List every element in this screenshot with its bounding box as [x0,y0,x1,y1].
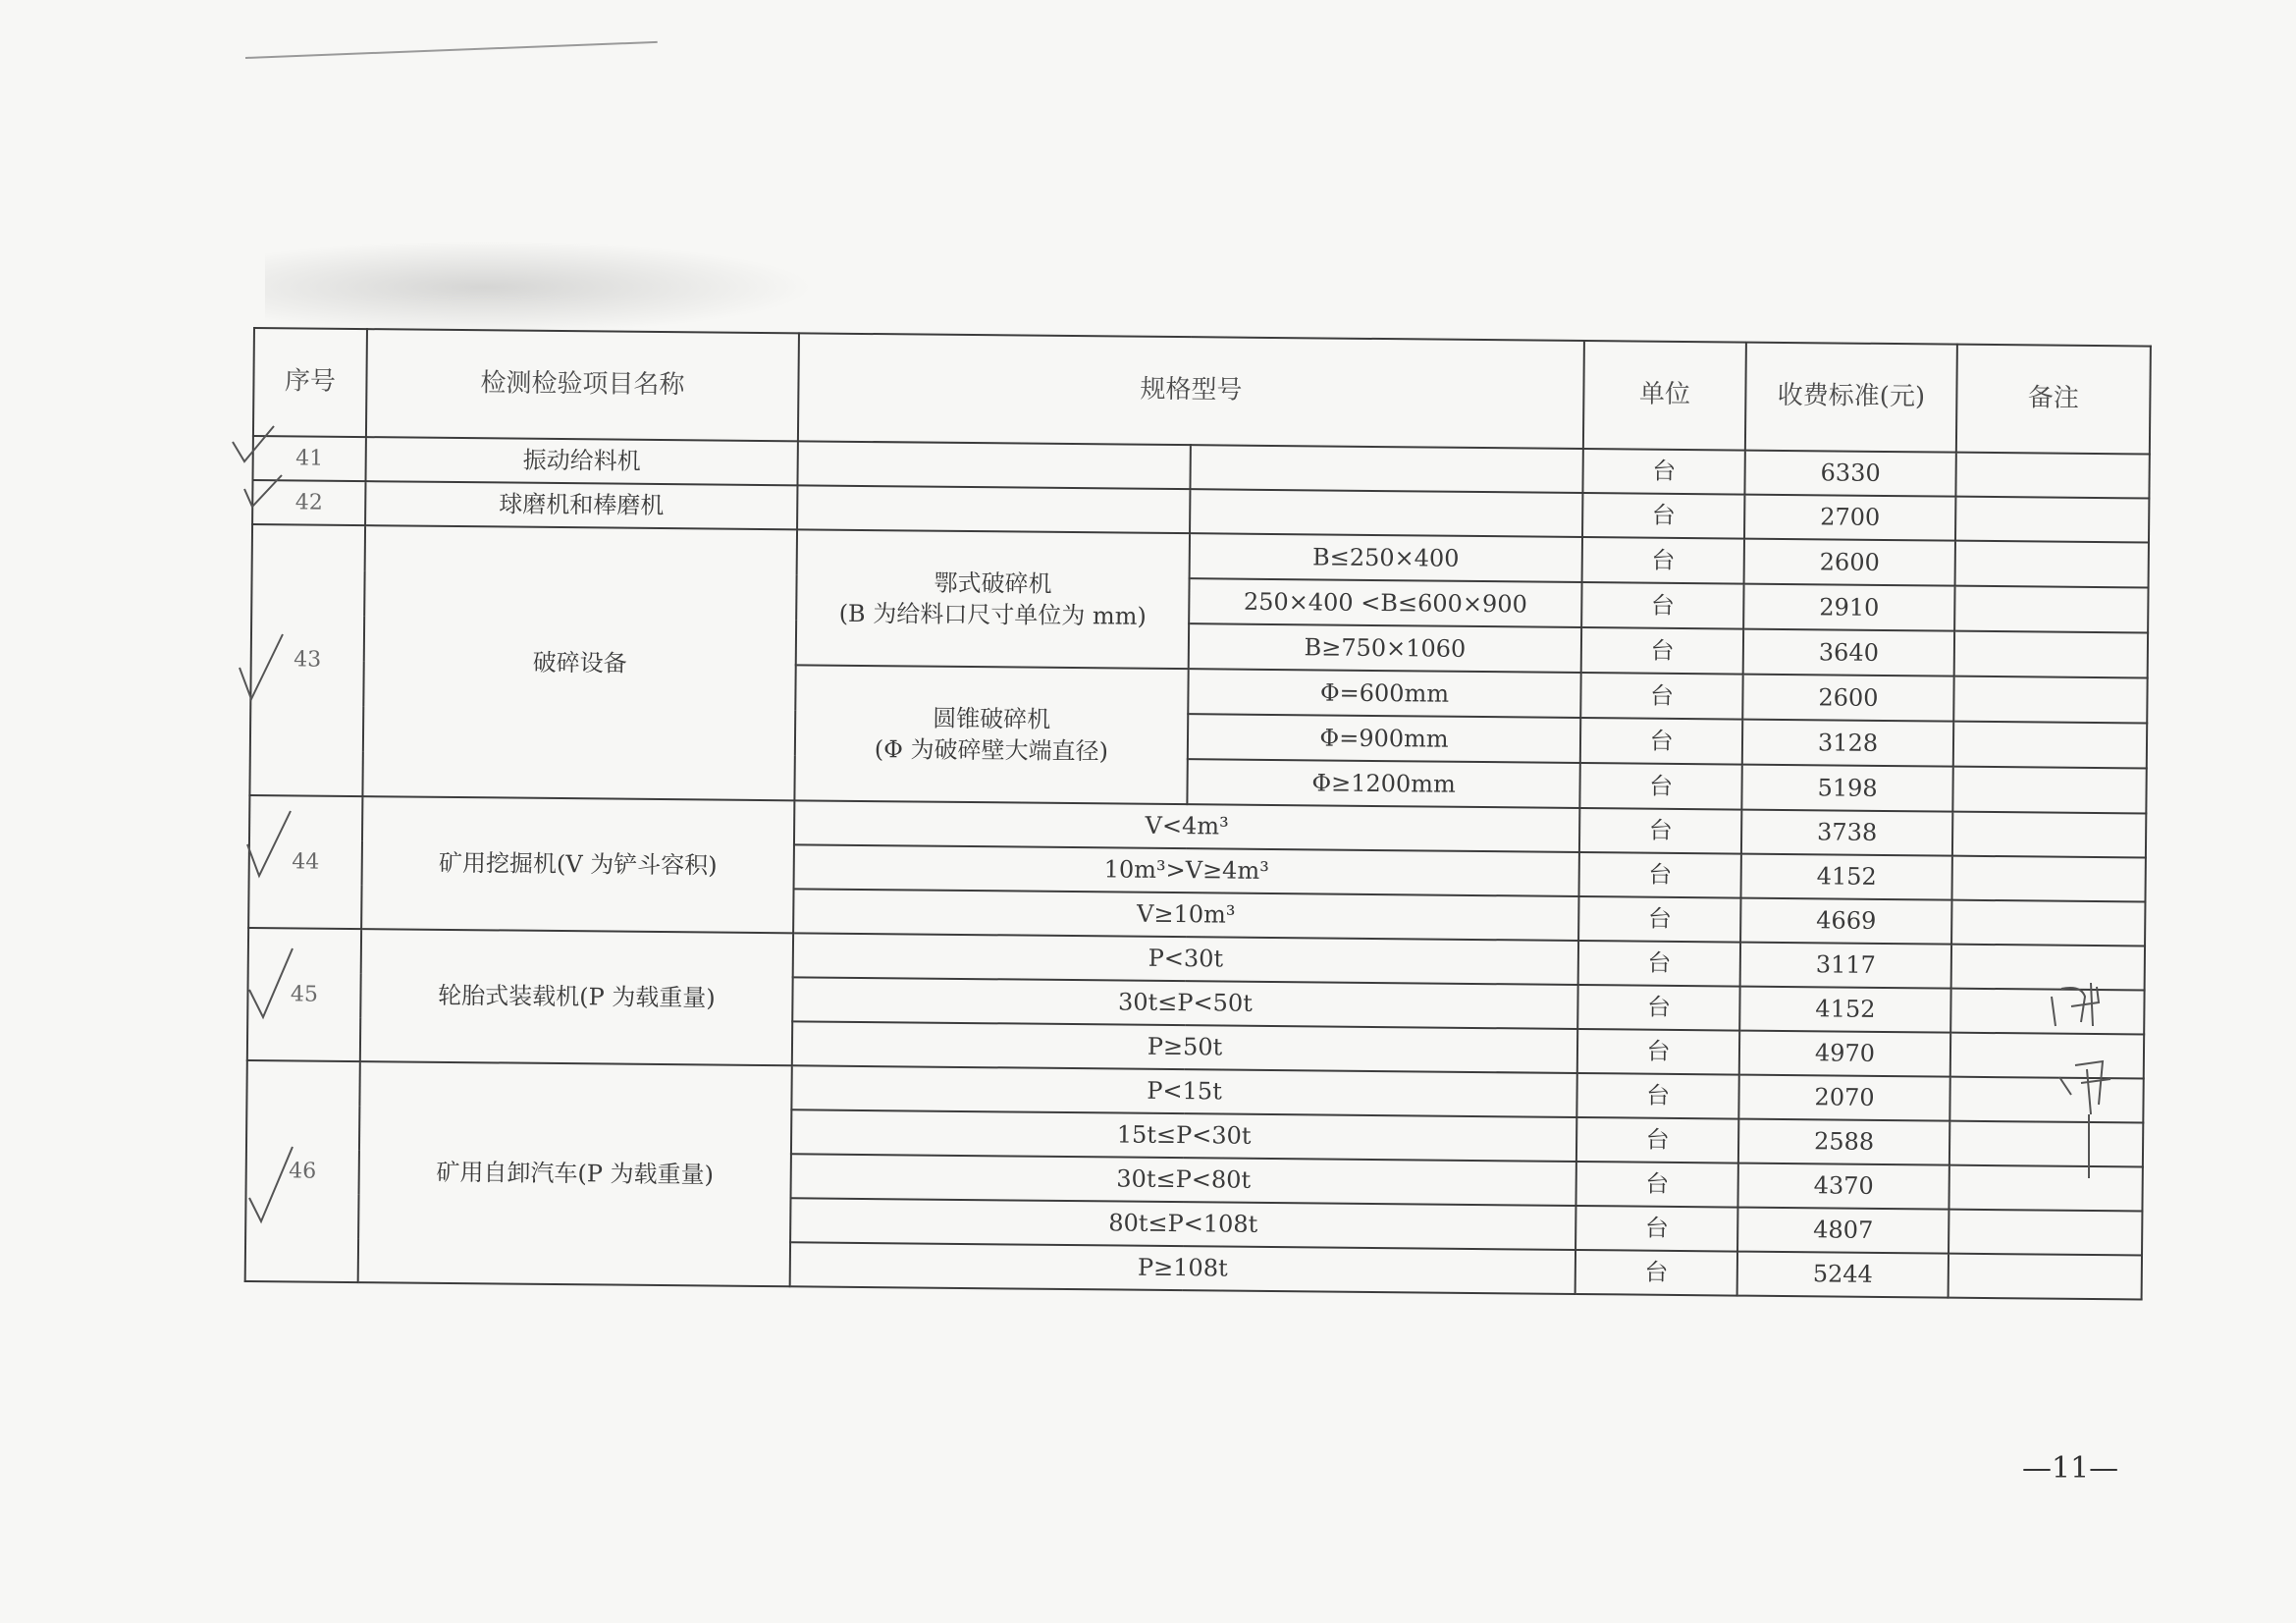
row-fee: 2588 [1738,1119,1949,1165]
row-spec: B≤250×400 [1190,533,1582,582]
row-fee: 4807 [1737,1208,1949,1254]
row-unit: 台 [1578,941,1740,987]
row-unit: 台 [1577,1029,1739,1075]
row-seq: 46 [245,1060,360,1282]
row-spec-empty [1190,445,1582,493]
row-unit: 台 [1581,627,1743,675]
row-fee: 2600 [1744,539,1955,586]
row-unit: 台 [1580,718,1742,765]
row-unit: 台 [1576,1073,1738,1119]
row-item-name: 破碎设备 [362,525,797,800]
row-unit: 台 [1582,537,1744,584]
row-unit: 台 [1579,852,1741,898]
row-unit: 台 [1581,582,1743,629]
row-spec: 80t≤P<108t [790,1198,1575,1250]
row-seq: 45 [247,928,361,1061]
header-name: 检测检验项目名称 [366,329,799,441]
row-remark [1954,631,2148,678]
jaw-crusher-note: (B 为给料口尺寸单位为 mm) [838,599,1147,630]
header-seq: 序号 [253,328,367,437]
page-number: —11— [2022,1451,2119,1486]
row-item-name: 轮胎式装载机(P 为载重量) [360,929,793,1065]
header-spec: 规格型号 [798,333,1584,449]
jaw-crusher-group [796,529,1190,669]
row-unit: 台 [1578,896,1740,943]
pencil-check-icon [238,471,289,520]
row-spec: B≥750×1060 [1189,623,1581,673]
fee-standard-table [244,327,2152,1301]
row-spec: Φ=900mm [1188,714,1580,763]
row-fee: 4152 [1739,987,1950,1033]
row-seq: 41 [253,436,366,481]
row-spec: 250×400 <B≤600×900 [1189,578,1581,627]
row-spec: V<4m³ [794,800,1579,852]
row-unit: 台 [1579,763,1741,810]
row-fee: 3640 [1743,629,1954,676]
pencil-check-icon [245,1139,296,1227]
scan-smudge [265,241,815,334]
handwritten-annotation-icon [2042,967,2130,1183]
row-fee: 3117 [1740,943,1951,989]
cone-crusher-group [794,665,1188,804]
jaw-crusher-title: 鄂式破碎机 [934,568,1052,598]
row-seq: 42 [252,480,365,525]
row-spec: P≥50t [792,1021,1577,1073]
header-unit: 单位 [1583,341,1746,451]
cone-crusher-note: (Φ 为破碎壁大端直径) [874,735,1109,766]
cone-crusher-title: 圆锥破碎机 [933,704,1051,733]
row-remark [1953,676,2147,724]
row-item-name: 振动给料机 [365,437,797,485]
pencil-check-icon [243,805,294,884]
row-fee: 2600 [1742,675,1953,722]
row-fee: 5198 [1741,765,1952,812]
row-spec: 15t≤P<30t [791,1109,1576,1162]
row-seq: 44 [248,795,362,929]
row-item-name: 矿用挖掘机(V 为铲斗容积) [361,796,794,933]
row-fee: 2700 [1744,495,1955,541]
row-spec: 30t≤P<80t [791,1154,1576,1206]
row-item-name: 矿用自卸汽车(P 为载重量) [358,1061,792,1286]
row-remark [1951,900,2145,947]
row-spec: V≥10m³ [793,889,1578,941]
row-spec: 30t≤P<50t [792,977,1577,1029]
row-unit: 台 [1575,1206,1737,1252]
row-fee: 4152 [1741,854,1952,900]
row-unit: 台 [1576,1117,1738,1163]
row-remark [1954,586,2148,633]
row-seq: 43 [249,524,365,796]
row-fee: 5244 [1737,1252,1949,1298]
header-fee: 收费标准(元) [1745,343,1957,453]
row-unit: 台 [1582,449,1744,495]
row-remark [1951,856,2145,902]
row-fee: 2070 [1738,1075,1949,1121]
row-item-name: 球磨机和棒磨机 [365,481,797,529]
row-remark [1952,812,2146,858]
row-spec: Φ≥1200mm [1187,759,1579,808]
row-fee: 4970 [1739,1031,1950,1077]
row-fee: 3738 [1741,810,1952,856]
fee-table-container [244,327,2150,1293]
row-spec-empty [797,485,1190,533]
row-remark [1952,767,2146,814]
row-unit: 台 [1575,1250,1737,1296]
pencil-check-icon [245,943,296,1021]
row-remark [1955,541,2149,588]
row-fee: 4669 [1740,898,1951,945]
row-spec-empty [1190,489,1582,537]
row-unit: 台 [1580,673,1742,720]
row-remark [1949,1254,2142,1300]
row-fee: 3128 [1742,720,1953,767]
row-unit: 台 [1579,808,1741,854]
row-unit: 台 [1575,1162,1737,1208]
row-remark [1953,722,2147,769]
row-remark [1955,453,2149,499]
row-spec: Φ=600mm [1188,669,1580,718]
row-fee: 2910 [1743,584,1954,631]
header-remark: 备注 [1956,345,2151,455]
row-spec: P<30t [793,933,1578,985]
row-spec: P≥108t [790,1242,1575,1294]
row-remark [1955,497,2149,543]
row-unit: 台 [1577,985,1739,1031]
pencil-check-icon [236,628,287,707]
row-fee: 4370 [1737,1163,1949,1210]
row-spec: 10m³>V≥4m³ [794,844,1579,896]
row-remark [1949,1210,2142,1256]
header-row [253,328,2151,455]
row-spec-empty [797,441,1190,489]
scan-artifact-line [245,41,658,59]
row-unit: 台 [1582,493,1744,539]
row-fee: 6330 [1744,451,1955,497]
row-spec: P<15t [791,1065,1576,1117]
